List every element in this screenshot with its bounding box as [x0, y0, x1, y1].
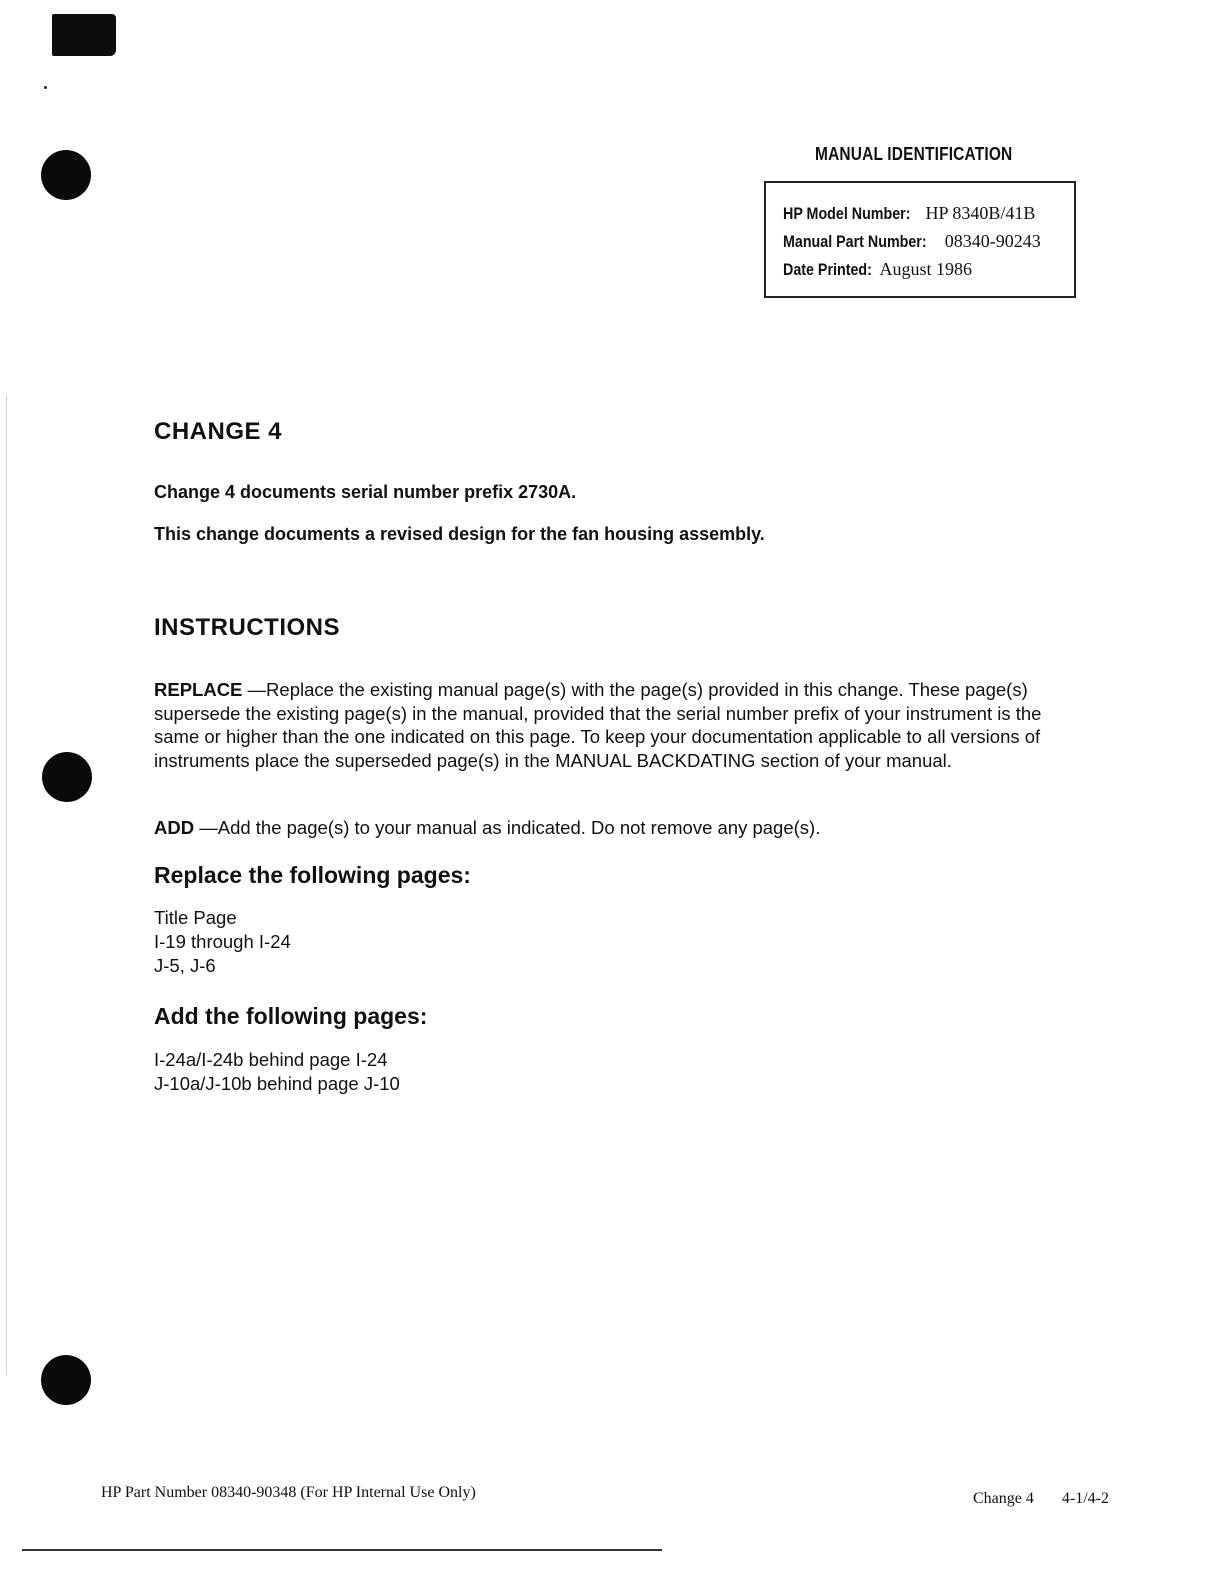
add-text: —Add the page(s) to your manual as indicated. Do not remove any page(s). [194, 817, 821, 838]
part-number-value: 08340-90243 [944, 231, 1041, 251]
bottom-rule [22, 1549, 662, 1551]
model-number-value: HP 8340B/41B [925, 203, 1036, 223]
part-number-label: Manual Part Number: [783, 232, 927, 251]
replace-text: —Replace the existing manual page(s) with the page(s) provided in this change. These page(s) supersede the existing page(s) in the manual, provided that the serial number prefix of your instrument is the same or higher than the one indicated on this page. To keep your documentation applicable to all versions of instruments place the superseded page(s) in the MANUAL BACKDATING section of your manual. [154, 679, 1042, 771]
punch-hole-middle [42, 752, 92, 802]
add-pages-list [154, 1048, 400, 1096]
punch-hole-bottom [41, 1355, 91, 1405]
date-printed-value: August 1986 [879, 259, 973, 279]
part-number-row [783, 231, 1041, 252]
scan-corner-mark [52, 14, 116, 56]
add-pages-heading: Add the following pages: [154, 1003, 428, 1029]
list-item: J-5, J-6 [154, 955, 216, 976]
replace-pages-list [154, 906, 291, 978]
replace-instruction [154, 678, 1084, 772]
change-description-line: This change documents a revised design for the fan housing assembly. [154, 524, 765, 544]
list-item: I-24a/I-24b behind page I-24 [154, 1049, 388, 1070]
replace-lead: REPLACE [154, 679, 243, 700]
footer-page-ref: 4-1/4-2 [1061, 1490, 1109, 1507]
punch-hole-top [41, 150, 91, 200]
change-serial-line: Change 4 documents serial number prefix 2730A. [154, 482, 577, 502]
model-number-row [783, 203, 1035, 224]
date-printed-label: Date Printed: [783, 260, 872, 279]
manual-identification-heading: MANUAL IDENTIFICATION [815, 144, 1013, 164]
model-number-label: HP Model Number: [783, 204, 911, 223]
list-item: I-19 through I-24 [154, 931, 291, 952]
binding-edge-line [6, 395, 7, 1375]
change-heading: CHANGE 4 [154, 418, 283, 445]
instructions-heading: INSTRUCTIONS [154, 614, 340, 641]
scan-speck [44, 86, 47, 89]
list-item: Title Page [154, 907, 237, 928]
date-printed-row [783, 259, 972, 280]
footer-part-number: HP Part Number 08340-90348 (For HP Internal Use Only) [101, 1484, 476, 1501]
manual-identification-box [764, 181, 1076, 298]
add-lead: ADD [154, 817, 195, 838]
footer-page-ref-group [973, 1490, 1109, 1508]
footer-change-label: Change 4 [973, 1490, 1034, 1507]
add-instruction [154, 816, 1084, 840]
replace-pages-heading: Replace the following pages: [154, 862, 471, 888]
list-item: J-10a/J-10b behind page J-10 [154, 1073, 400, 1094]
